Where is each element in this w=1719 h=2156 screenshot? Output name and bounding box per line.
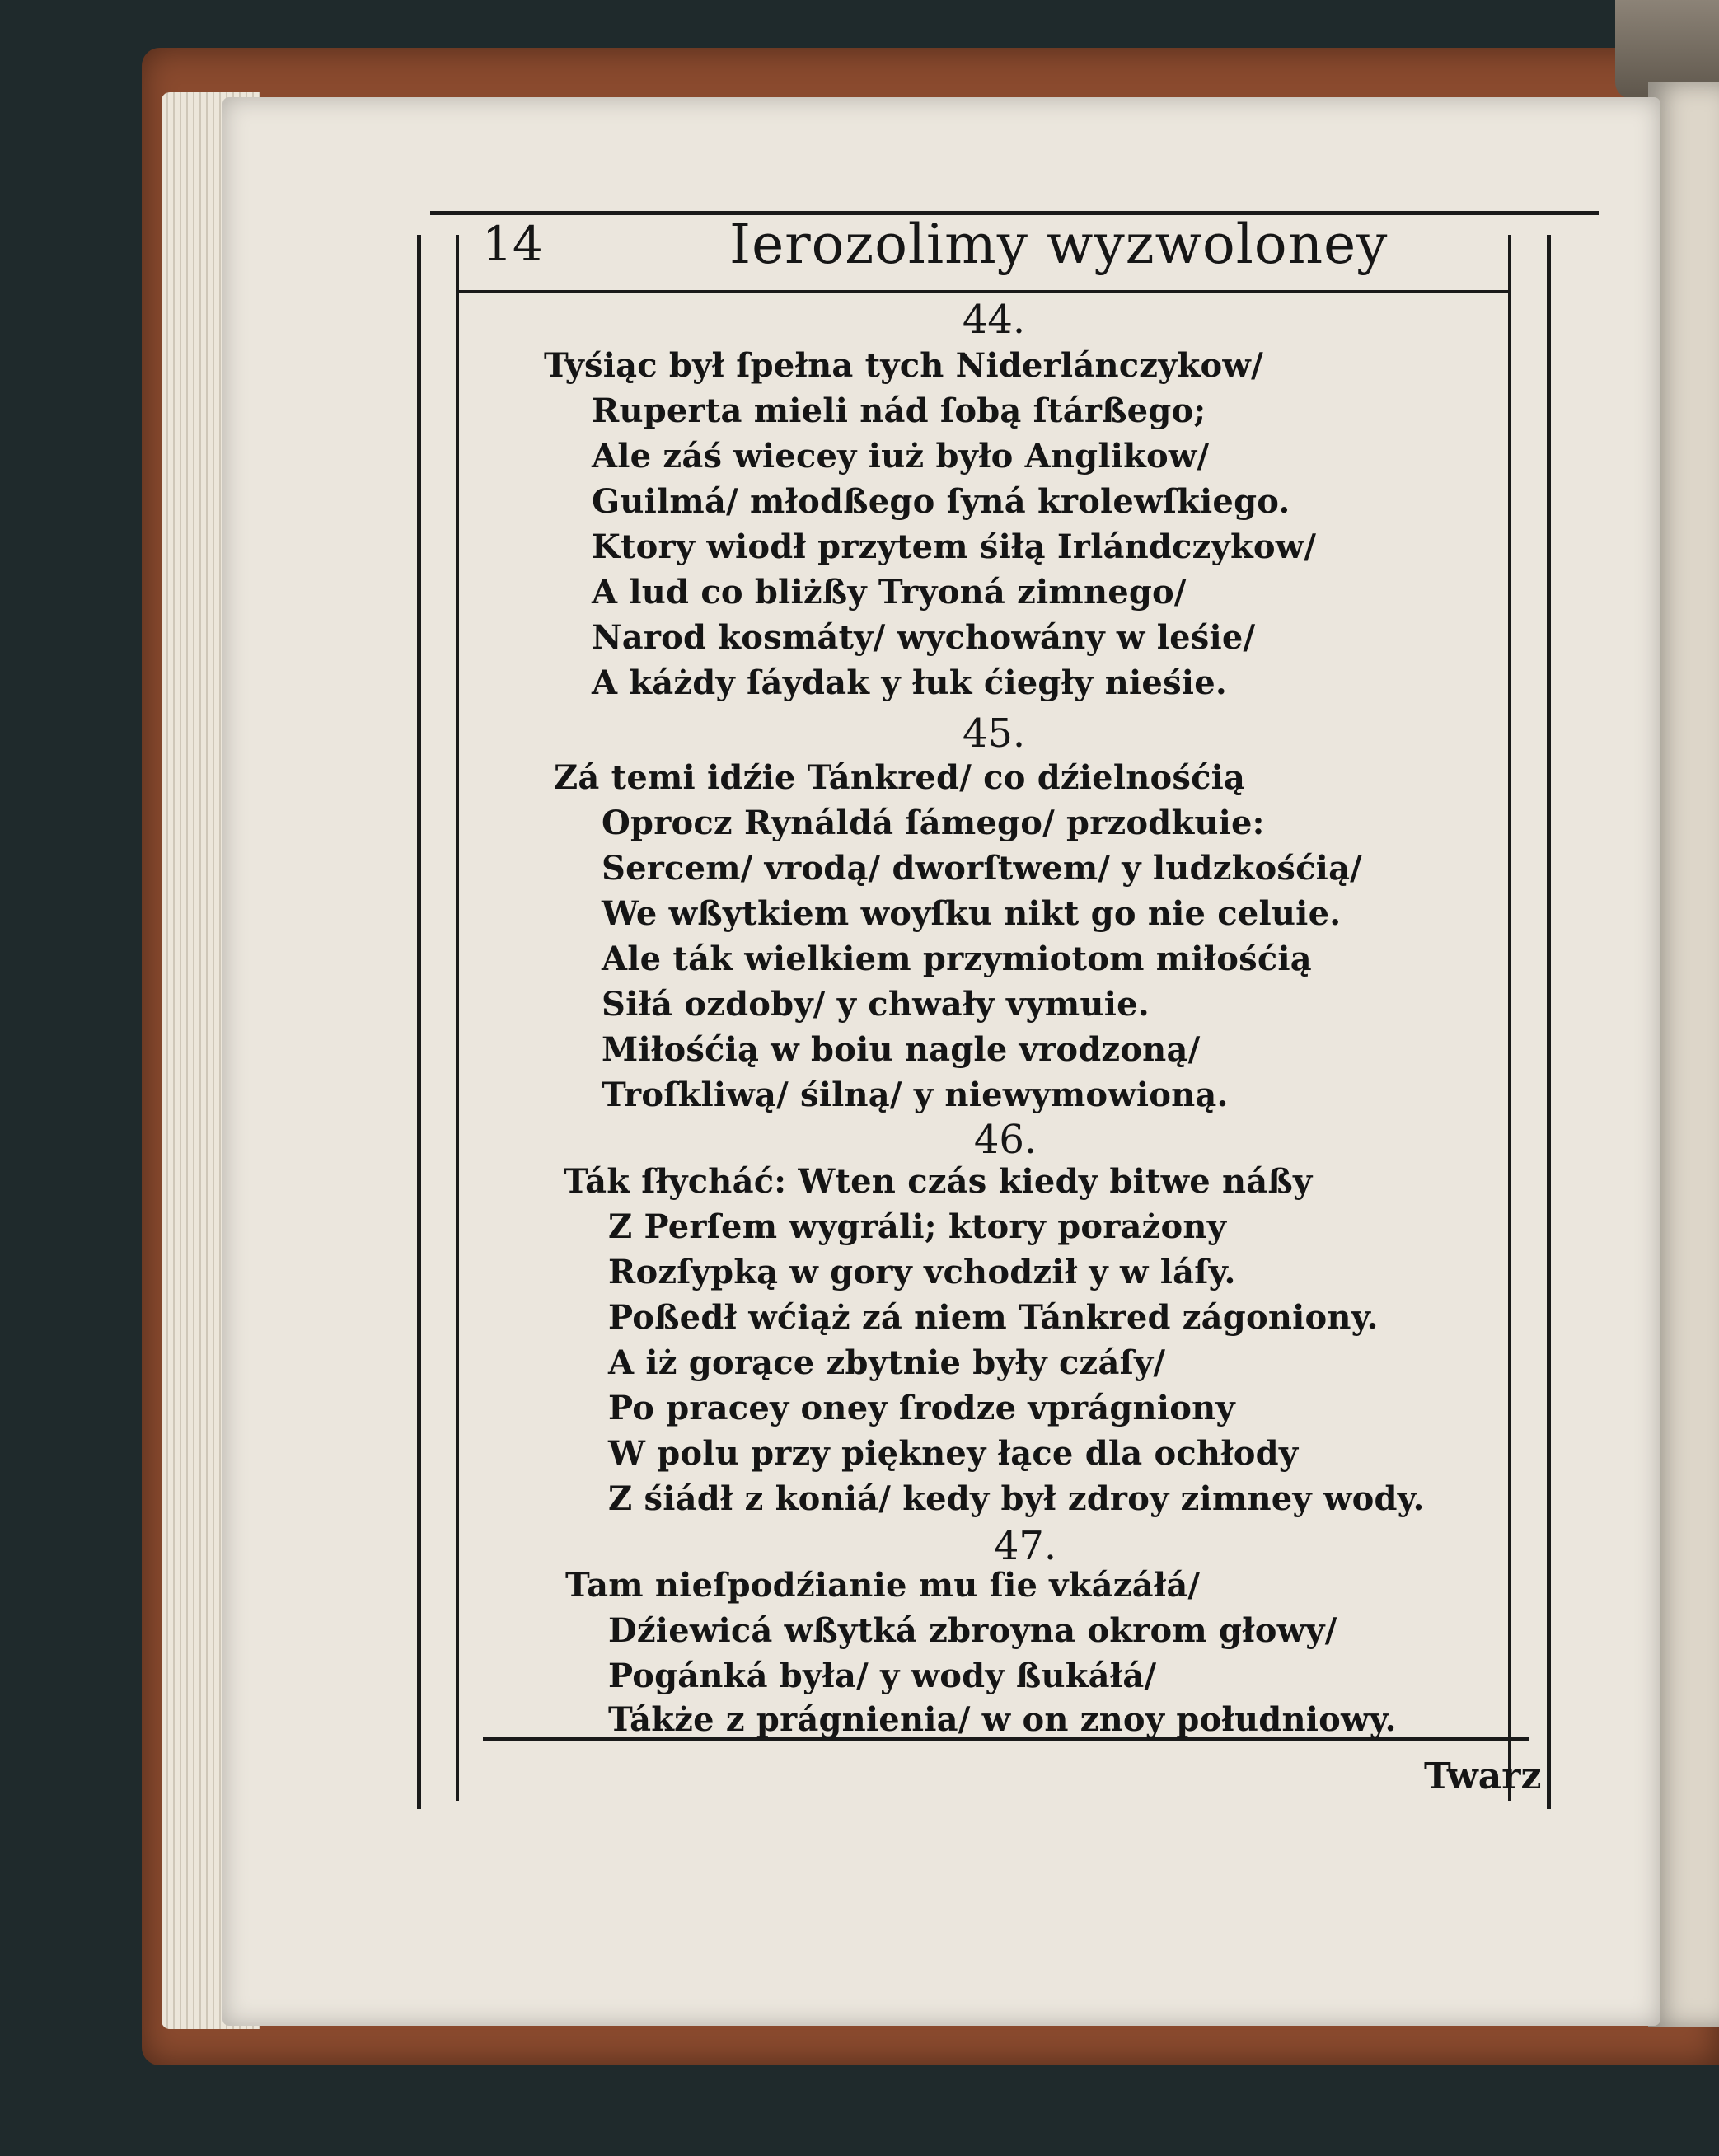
verse-line: Rozſypką w gory vchodził y w láſy. <box>608 1253 1236 1291</box>
verse-line: Po pracey oney ſrodze vprágniony <box>608 1389 1235 1427</box>
page-number: 14 <box>482 216 543 272</box>
verse-line: A lud co bliżßy Tryoná zimnego/ <box>592 573 1187 612</box>
verse-line: We wßytkiem woyſku nikt go nie celuie. <box>602 894 1342 933</box>
verse-line: Miłośćią w boiu nagle vrodzoną/ <box>602 1030 1201 1069</box>
verse-line: W polu przy piękney łące dla ochłody <box>608 1434 1299 1473</box>
header-underline-rule <box>458 290 1510 293</box>
verse-line: Sercem/ vrodą/ dworſtwem/ y ludzkośćią/ <box>602 849 1362 888</box>
verse-line: Narod kosmáty/ wychowány w leśie/ <box>592 618 1256 657</box>
verse-line: Ale záś wiecey iuż było Anglikow/ <box>592 437 1210 476</box>
verse-line: Ktory wiodł przytem śiłą Irlándczykow/ <box>592 527 1317 566</box>
verse-line: A iż gorące zbytnie były czáſy/ <box>608 1343 1166 1382</box>
right-outer-rule <box>1547 235 1551 1809</box>
verse-line: Tákże z prágnienia/ w on znoy południowy. <box>608 1700 1397 1739</box>
verse-line: Tam nieſpodźianie mu ſie vkázáłá/ <box>565 1566 1201 1605</box>
catchword: Twarz <box>1424 1755 1542 1797</box>
verse-line: Ták ſłycháć: Wten czás kiedy bitwe náßy <box>564 1162 1313 1201</box>
stanza-number: 45. <box>962 710 1026 757</box>
verse-line: Siłá ozdoby/ y chwały vymuie. <box>602 985 1150 1024</box>
verse-line: Z śiádł z koniá/ kedy był zdroy zimney wody. <box>608 1479 1425 1518</box>
verse-line: Z Perſem wygráli; ktory porażony <box>608 1207 1227 1246</box>
stanza-number: 46. <box>973 1117 1037 1163</box>
verse-line: Ruperta mieli nád ſobą ſtárßego; <box>592 391 1206 430</box>
verse-line: A káżdy ſáydak y łuk ćiegły nieśie. <box>592 663 1227 702</box>
verse-line: Ale ták wielkiem przymiotom miłośćią <box>602 940 1312 978</box>
page-header <box>482 213 1603 282</box>
verse-line: Guilmá/ młodßego ſyná krolewſkiego. <box>592 482 1290 521</box>
stanza-number: 44. <box>962 297 1026 343</box>
verse-line: Troſkliwą/ śilną/ y niewymowioną. <box>602 1076 1229 1114</box>
running-title: Ierozolimy wyzwoloney <box>729 213 1389 276</box>
verse-line: Zá temi idźie Tánkred/ co dźielnośćią <box>554 758 1246 797</box>
verse-line: Pogánká była/ y wody ßukáłá/ <box>608 1657 1157 1695</box>
verse-line: Poßedł wćiąż zá niem Tánkred zágoniony. <box>608 1298 1379 1337</box>
verse-line: Oprocz Rynáldá ſámego/ przodkuie: <box>602 804 1265 842</box>
verse-line: Dźiewicá wßytká zbroyna okrom głowy/ <box>608 1611 1337 1650</box>
stanza-number: 47. <box>993 1523 1057 1569</box>
left-inner-rule <box>456 235 459 1801</box>
verse-line: Tyśiąc był ſpełna tych Niderlánczykow/ <box>544 346 1263 385</box>
left-outer-rule <box>417 235 421 1809</box>
